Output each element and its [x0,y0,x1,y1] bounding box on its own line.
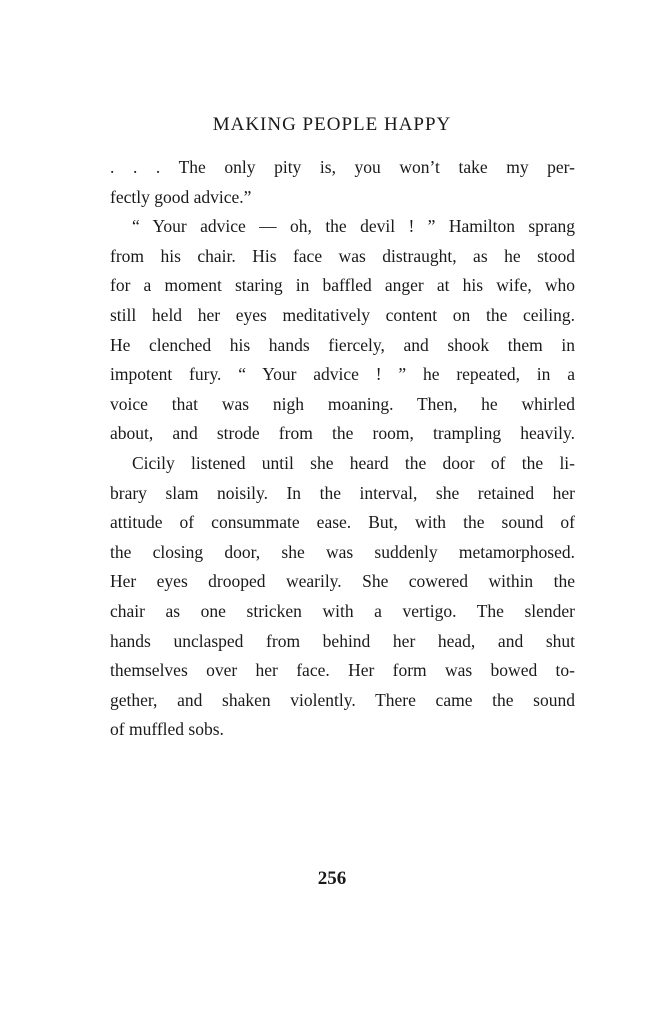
text-line: of muffled sobs. [110,719,224,740]
text-line: Cicily listened until she heard the door of the li- [132,452,575,473]
text-line: still held her eyes meditatively content on the ceiling. [110,304,575,325]
text-line: fectly good advice.” [110,186,252,207]
text-line: hands unclasped from behind her head, and shut [110,630,575,651]
text-line: brary slam noisily. In the interval, she retained her [110,482,575,503]
text-line: about, and strode from the room, trampling heavily. [110,423,575,444]
text-line: impotent fury. “ Your advice ! ” he repeated, in a [110,364,575,385]
text-line: “ Your advice — oh, the devil ! ” Hamilton sprang [132,216,575,237]
running-title: MAKING PEOPLE HAPPY [212,114,452,135]
text-line: themselves over her face. Her form was bowed to- [110,660,575,681]
text-line: Her eyes drooped wearily. She cowered within the [110,571,575,592]
text-line: He clenched his hands fiercely, and shook them in [110,334,575,355]
text-line: chair as one stricken with a vertigo. The slender [110,600,575,621]
text-line: gether, and shaken violently. There came the sound [110,689,575,710]
text-line: attitude of consummate ease. But, with the sound of [110,512,575,533]
text-line: for a moment staring in baffled anger at his wife, who [110,275,575,296]
text-line: from his chair. His face was distraught, as he stood [110,245,575,266]
text-line: the closing door, she was suddenly metamorphosed. [110,541,575,562]
text-line: voice that was nigh moaning. Then, he whirled [110,393,575,414]
page-number: 256 [317,868,347,889]
body-text [110,153,575,745]
text-line: . . . The only pity is, you won’t take my per- [110,157,575,177]
